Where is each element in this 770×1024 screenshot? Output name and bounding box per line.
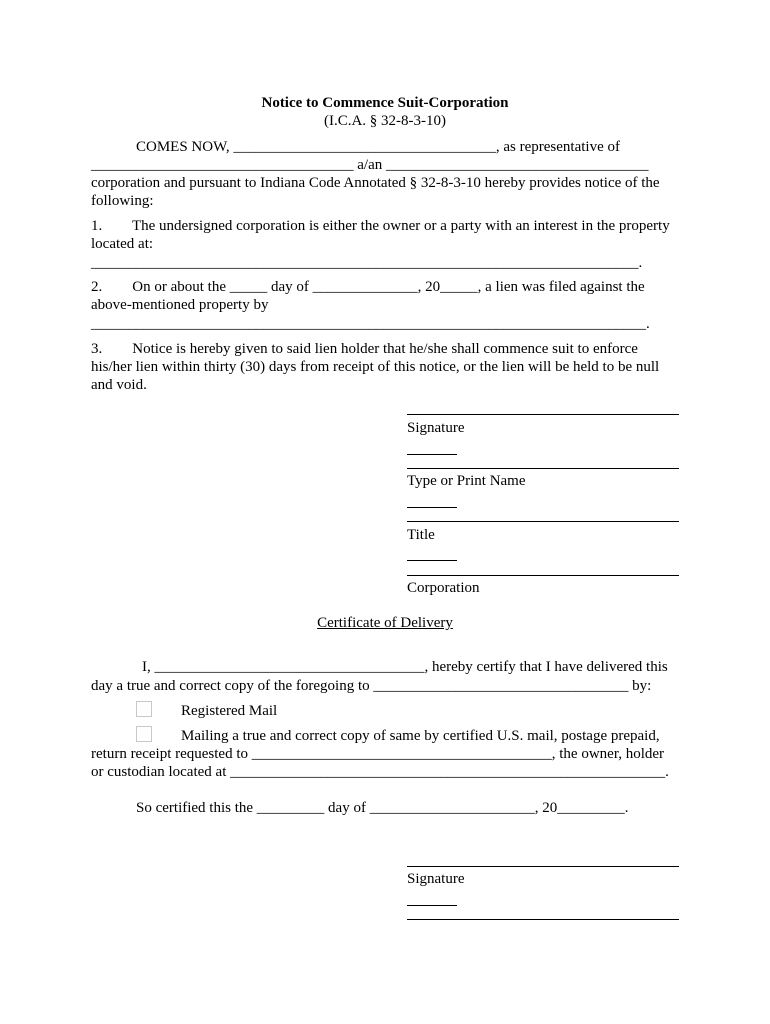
item-3-line-2: his/her lien within thirty (30) days from receipt of this notice, or the lien will be held to be null [91,359,660,375]
item-1-line-2: located at: [91,236,154,252]
item-1-line-1: 1. The undersigned corporation is either the owner or a party with an interest in the property [91,218,670,234]
certificate-heading: Certificate of Delivery [317,615,453,631]
intro-line-2: ___________________________________ a/an ___________________________________ [91,157,649,173]
certified-mail-checkbox[interactable] [136,726,152,742]
certified-date-line: So certified this the _________ day of ______________________, 20_________. [136,800,629,816]
title-line [407,521,679,522]
certified-mail-line-3: or custodian located at __________________________________________________________. [91,764,669,780]
print-name-line [407,468,679,469]
certificate-line-1: I, ____________________________________, hereby certify that I have delivered this [142,659,668,675]
separator-line [407,507,457,508]
registered-mail-checkbox[interactable] [136,701,152,717]
intro-line-1: COMES NOW, ___________________________________, as representative of [136,139,620,155]
separator-line [407,560,457,561]
item-2-line-1: 2. On or about the _____ day of ______________, 20_____, a lien was filed against the [91,279,645,295]
certificate-bottom-line [407,919,679,920]
certificate-signature-label: Signature [407,871,465,887]
certified-mail-line-1: Mailing a true and correct copy of same by certified U.S. mail, postage prepaid, [181,728,660,744]
corporation-label: Corporation [407,580,480,596]
certificate-signature-line [407,866,679,867]
separator-line [407,905,457,906]
signature-label: Signature [407,420,465,436]
corporation-line [407,575,679,576]
print-name-label: Type or Print Name [407,473,526,489]
certified-mail-line-2: return receipt requested to ________________________________________, the owner, holder [91,746,665,762]
intro-line-4: following: [91,193,154,209]
title-label: Title [407,527,435,543]
registered-mail-label: Registered Mail [181,703,278,719]
certificate-line-2: day a true and correct copy of the foregoing to __________________________________ by: [91,678,652,694]
document-title: Notice to Commence Suit-Corporation [261,95,509,111]
item-1-line-3: _________________________________________________________________________. [91,255,643,271]
document-citation: (I.C.A. § 32-8-3-10) [323,113,447,129]
item-2-line-2: above-mentioned property by [91,297,269,313]
signature-line [407,414,679,415]
intro-line-3: corporation and pursuant to Indiana Code Annotated § 32-8-3-10 hereby provides notice of the [91,175,660,191]
item-3-line-1: 3. Notice is hereby given to said lien holder that he/she shall commence suit to enforce [91,341,638,357]
item-3-line-3: and void. [91,377,147,393]
separator-line [407,454,457,455]
item-2-line-3: __________________________________________________________________________. [91,316,650,332]
